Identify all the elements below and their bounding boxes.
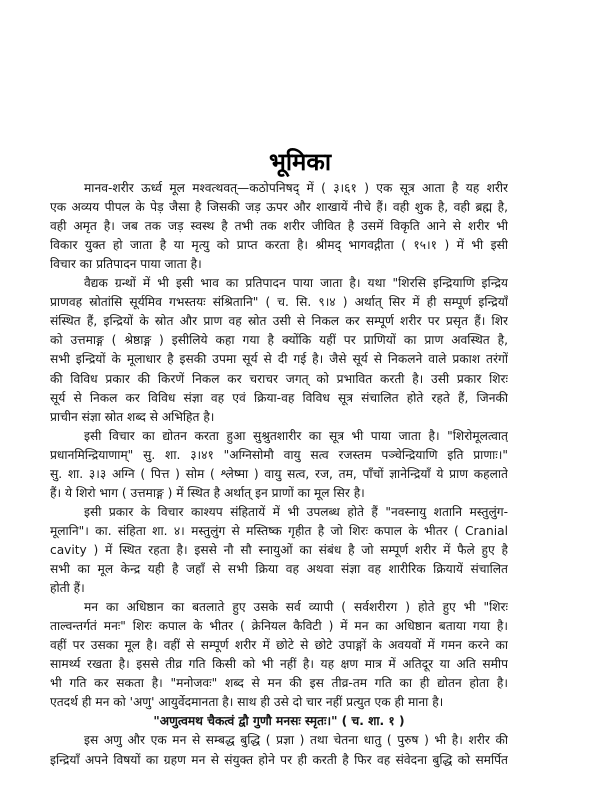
- text-line: सूर्य से निकल कर विविध संज्ञा वह एवं क्रिया-वह विविध सूत्र संचालित होते रहते हैं, जिनकी: [50, 390, 508, 405]
- text-line: भी गति कर सकता है। "मनोजवः" शब्द से मन की इस तीव्र-तम गति का ही द्योतन होता है।: [50, 676, 508, 691]
- quote-line: "अणुत्वमथ चैकत्वं द्वौ गुणौ मनसः स्मृतः।" ( च. शा. १ ): [153, 714, 405, 729]
- text-line: इसी प्रकार के विचार काश्यप संहितायें में भी उपलब्ध होते हैं "नवस्नायु शतानि मस्तुलुंग-: [84, 504, 508, 519]
- text-line: प्राचीन संज्ञा स्रोत शब्द से अभिहित है।: [50, 409, 215, 424]
- text-line: ताल्वन्तर्गतं मनः" शिरः कपाल के भीतर ( क्रेनियल कैविटी ) में मन का अधिष्ठान बताया गया है।: [50, 619, 508, 634]
- text-line: होती हैं।: [50, 581, 85, 596]
- text-line: वहीं पर उसका मूल है। वहीं से सम्पूर्ण शरीर में छोटे से छोटे उपाङ्गों के अवयवों में गमन करने का: [50, 638, 508, 653]
- text-line: वही अमृत है। जब तक जड़ स्वस्थ है तभी तक शरीर जीवित है उसमें विकृति आने से शरीर भी: [50, 219, 508, 234]
- text-line: मूलानि"। का. संहिता शा. ४। मस्तुलुंग से मस्तिष्क गृहीत है जो शिरः कपाल के भीतर ( Cranial: [50, 523, 508, 538]
- text-line: संस्थित हैं, इन्द्रियों के स्रोत और प्राण वह स्रोत उसी से निकल कर सम्पूर्ण शरीर पर प्रसृत हैं। शिर: [50, 314, 508, 329]
- text-line: cavity ) में स्थित रहता है। इससे नौ सौ स्नायुओं का संबंध है जो सम्पूर्ण शरीर में फैले हुए है: [50, 542, 508, 557]
- text-line: की विविध प्रकार की किरणें निकल कर चराचर जगत् को प्रभावित करती है। उसी प्रकार शिरः: [50, 371, 508, 386]
- text-line: प्रधानमिन्द्रियाणाम्" सु. शा. ३।४१ "अग्निसोमौ वायु सत्व रजस्तम पञ्चेन्द्रियाणि इति प्राणाः।": [50, 447, 508, 462]
- text-line: सु. शा. ३।३ अग्नि ( पित्त ) सोम ( श्लेष्मा ) वायु सत्व, रज, तम, पाँचों ज्ञानेन्द्रियाँ ये प्राण कहलाते: [50, 466, 508, 481]
- text-line: विकार युक्त हो जाता है या मृत्यु को प्राप्त करता है। श्रीमद् भागवद्गीता ( १५।१ ) में भी इसी: [50, 238, 508, 253]
- text-line: इन्द्रियाँ अपने विषयों का ग्रहण मन से संयुक्त होने पर ही करती है फिर वह संवेदना बुद्धि को समर्पित: [50, 752, 508, 767]
- text-line: प्राणवह स्रोतांसि सूर्यमिव गभस्तयः संश्रितानि" ( च. सि. ९।४ ) अर्थात् सिर में ही सम्पूर्ण इन्द्रियाँ: [50, 295, 508, 310]
- text-line: मन का अधिष्ठान का बतलाते हुए उसके सर्व व्यापी ( सर्वशरीरग ) होते हुए भी "शिरः: [84, 600, 508, 615]
- text-line: मानव-शरीर ऊर्ध्व मूल मश्वत्थवत्—कठोपनिषद् में ( ३।६१ ) एक सूत्र आता है यह शरीर: [84, 181, 508, 195]
- text-line: हैं। ये शिरो भाग ( उत्तमाङ्ग ) में स्थित है अर्थात् इन प्राणों का मूल सिर है।: [50, 485, 365, 500]
- text-line: विचार का प्रतिपादन पाया जाता है।: [50, 257, 202, 272]
- text-line: इस अणु और एक मन से सम्बद्ध बुद्धि ( प्रज्ञा ) तथा चेतना धातु ( पुरुष ) भी है। शरीर की: [84, 733, 508, 748]
- page-title: भूमिका: [268, 148, 332, 176]
- text-line: एतदर्थ ही मन को 'अणु' आयुर्वेदमानता है। साथ ही उसे दो चार नहीं प्रत्युत एक ही माना है।: [50, 695, 444, 710]
- text-line: वैद्यक ग्रन्थों में भी इसी भाव का प्रतिपादन पाया जाता है। यथा "शिरसि इन्द्रियाणि इन्द्रिय: [84, 276, 508, 291]
- text-line: सभी का मूल केन्द्र यही है जहाँ से सभी क्रिया वह अथवा संज्ञा वह शारीरिक क्रियायें संचालित: [50, 562, 508, 576]
- text-line: सभी इन्द्रियों के मूलाधार है इसकी उपमा सूर्य से दी गई है। जैसे सूर्य से निकलने वाले प्रकाश तरंगों: [50, 352, 508, 367]
- text-line: इसी विचार का द्योतन करता हुआ सुश्रुतशारीर का सूत्र भी पाया जाता है। "शिरोमूलत्वात्: [84, 428, 508, 443]
- text-line: सामर्थ्य रखता है। इससे तीव्र गति किसी को भी नहीं है। यह क्षण मात्र में अतिदूर या अति समीप: [50, 657, 508, 672]
- text-line: को उत्तमाङ्ग ( श्रेष्ठाङ्ग ) इसीलिये कहा गया है क्योंकि यहीं पर प्राणियों का प्राण अवस्थित है,: [50, 333, 508, 348]
- text-line: एक अव्यय पीपल के पेड़ जैसा है जिसकी जड़ ऊपर और शाखायें नीचे हैं। वही शुक है, वही ब्रह्म है,: [50, 200, 508, 215]
